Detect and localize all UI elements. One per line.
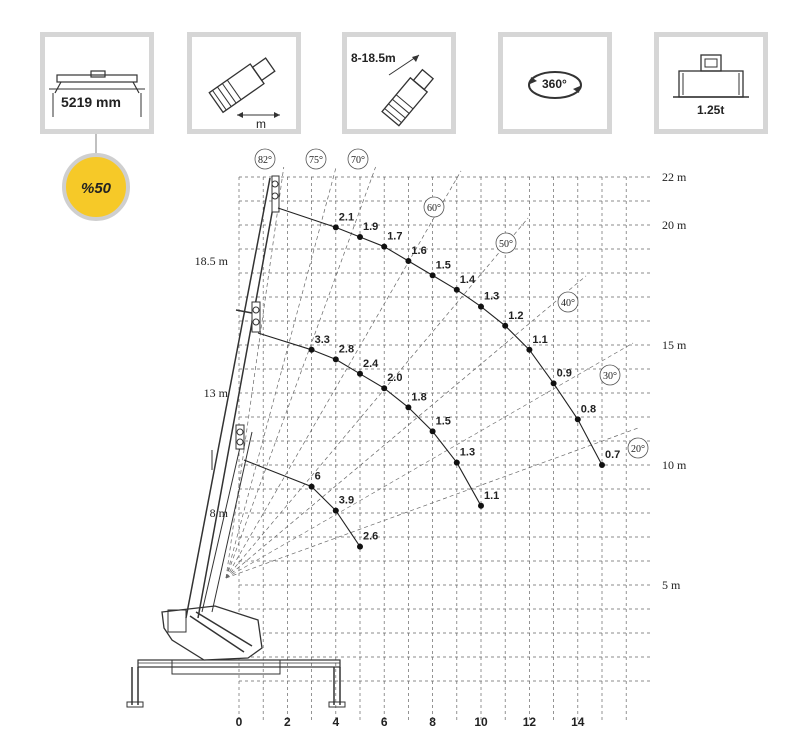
angle-label: 20° bbox=[631, 444, 645, 455]
boom-length-label: 13 m bbox=[203, 386, 228, 400]
angle-label: 40° bbox=[561, 298, 575, 309]
load-point bbox=[357, 544, 363, 550]
load-value-label: 1.5 bbox=[435, 415, 451, 428]
load-point bbox=[405, 258, 411, 264]
load-point bbox=[454, 287, 460, 293]
load-value-label: 1.1 bbox=[532, 333, 548, 346]
load-point bbox=[454, 460, 460, 466]
spec-extension-label: m bbox=[256, 117, 266, 131]
y-tick-label: 20 m bbox=[662, 218, 687, 232]
load-point bbox=[502, 323, 508, 329]
load-value-label: 2.0 bbox=[387, 372, 403, 385]
load-point bbox=[309, 347, 315, 353]
angle-label: 60° bbox=[427, 203, 441, 214]
y-tick-label: 5 m bbox=[662, 578, 681, 592]
load-point bbox=[381, 385, 387, 391]
load-value-label: 6 bbox=[314, 470, 321, 483]
boom-length-label: 8 m bbox=[209, 506, 228, 520]
angle-label: 75° bbox=[309, 155, 323, 166]
x-tick-label: 4 bbox=[332, 715, 340, 729]
load-value-label: 1.1 bbox=[484, 489, 500, 502]
crane-drawing bbox=[127, 176, 345, 707]
load-value-label: 3.3 bbox=[314, 333, 330, 346]
load-point bbox=[357, 371, 363, 377]
angle-label: 70° bbox=[351, 155, 365, 166]
load-value-label: 3.9 bbox=[338, 494, 355, 507]
spec-capacity-label: 1.25t bbox=[697, 103, 725, 117]
y-tick-label: 10 m bbox=[662, 458, 687, 472]
load-value-label: 1.3 bbox=[459, 446, 476, 459]
load-value-label: 1.9 bbox=[363, 221, 379, 233]
x-tick-label: 14 bbox=[571, 715, 585, 729]
load-value-label: 0.7 bbox=[605, 449, 621, 461]
spec-rotation-label: 360° bbox=[542, 77, 567, 91]
load-point bbox=[575, 416, 581, 422]
load-point bbox=[309, 484, 315, 490]
load-point bbox=[430, 272, 436, 278]
y-tick-label: 15 m bbox=[662, 338, 687, 352]
load-point bbox=[551, 380, 557, 386]
spec-boom-label: 8-18.5m bbox=[351, 51, 396, 65]
load-value-label: 2.4 bbox=[363, 357, 379, 370]
load-value-label: 0.9 bbox=[556, 367, 572, 380]
angle-ray bbox=[226, 218, 528, 578]
x-tick-label: 12 bbox=[522, 715, 537, 729]
angle-ray bbox=[226, 167, 284, 578]
angle-rays bbox=[226, 167, 640, 578]
load-point bbox=[357, 234, 363, 240]
load-point bbox=[333, 508, 339, 514]
spec-width-label: 5219 mm bbox=[61, 94, 121, 110]
load-point bbox=[478, 503, 484, 509]
x-tick-label: 2 bbox=[284, 715, 291, 729]
load-value-label: 0.8 bbox=[580, 403, 597, 416]
load-point bbox=[333, 356, 339, 362]
load-point bbox=[381, 244, 387, 250]
load-point bbox=[333, 224, 339, 230]
load-value-label: 2.6 bbox=[363, 530, 379, 543]
percentage-badge-label: %50 bbox=[80, 180, 112, 197]
load-value-label: 2.8 bbox=[338, 343, 355, 356]
load-point bbox=[599, 462, 605, 468]
load-point bbox=[526, 347, 532, 353]
load-value-label: 1.5 bbox=[435, 259, 451, 272]
load-point bbox=[405, 404, 411, 410]
load-value-label: 1.6 bbox=[411, 245, 427, 257]
angle-label: 50° bbox=[499, 239, 513, 250]
load-value-label: 1.4 bbox=[459, 273, 476, 286]
angle-ray bbox=[226, 273, 586, 578]
x-tick-label: 6 bbox=[380, 715, 388, 729]
x-tick-label: 10 bbox=[474, 715, 488, 729]
y-tick-label: 22 m bbox=[662, 170, 687, 184]
angle-label: 82° bbox=[258, 155, 272, 166]
angle-ray bbox=[226, 167, 379, 578]
load-point bbox=[478, 304, 484, 310]
x-tick-label: 8 bbox=[429, 715, 436, 729]
load-value-label: 1.8 bbox=[411, 391, 427, 404]
x-tick-label: 0 bbox=[235, 715, 243, 729]
load-point bbox=[430, 428, 436, 434]
angle-label: 30° bbox=[603, 371, 617, 382]
load-value-label: 1.7 bbox=[387, 230, 403, 243]
boom-length-label: 18.5 m bbox=[194, 254, 228, 268]
load-value-label: 1.3 bbox=[484, 290, 500, 303]
angle-ray bbox=[226, 171, 461, 578]
load-value-label: 2.1 bbox=[338, 211, 355, 224]
load-value-label: 1.2 bbox=[508, 309, 524, 322]
